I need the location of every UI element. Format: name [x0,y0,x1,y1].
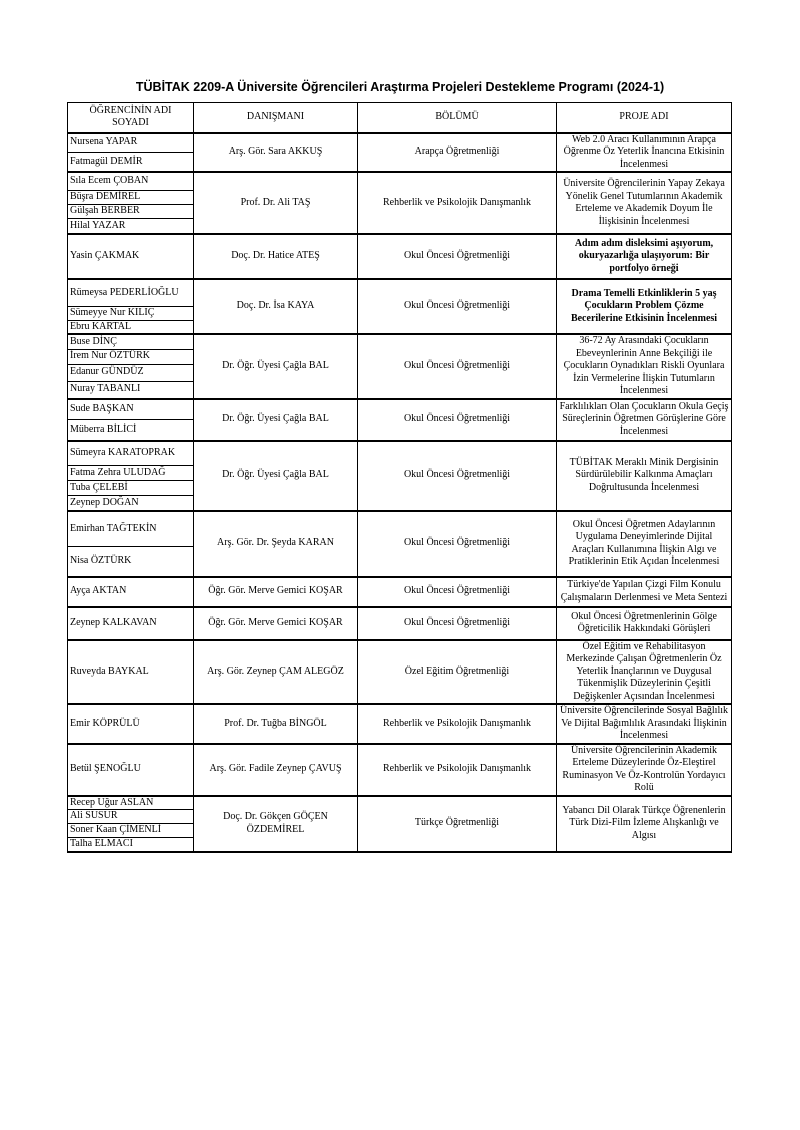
student-name: Fatmagül DEMİR [68,152,194,172]
student-name: Tuba ÇELEBİ [68,481,194,496]
advisor-name: Dr. Öğr. Üyesi Çağla BAL [194,441,358,511]
department-name: Türkçe Öğretmenliği [358,796,557,852]
advisor-name: Prof. Dr. Tuğba BİNGÖL [194,704,358,744]
student-name: Talha ELMACI [68,838,194,852]
advisor-name: Öğr. Gör. Merve Gemici KOŞAR [194,607,358,640]
table-row [68,640,732,705]
student-name: Hilal YAZAR [68,218,194,234]
table-row [68,607,732,640]
department-name: Okul Öncesi Öğretmenliği [358,441,557,511]
student-name: Ebru KARTAL [68,320,194,334]
table-row [68,704,732,744]
student-name: Nuray TABANLI [68,381,194,398]
table-row [68,577,732,607]
student-name: Recep Uğur ASLAN [68,796,194,810]
student-name: Betül ŞENOĞLU [68,744,194,796]
table-row [68,133,732,153]
advisor-name: Arş. Gör. Zeynep ÇAM ALEGÖZ [194,640,358,705]
table-row [68,334,732,349]
department-name: Okul Öncesi Öğretmenliği [358,234,557,279]
department-name: Özel Eğitim Öğretmenliği [358,640,557,705]
student-name: Zeynep DOĞAN [68,496,194,511]
header-advisor: DANIŞMANI [194,103,358,133]
project-title: Adım adım disleksimi aşıyorum, okuryazarlığa ulaşıyorum: Bir portfolyo örneği [557,234,732,279]
page-title: TÜBİTAK 2209-A Üniversite Öğrencileri Araştırma Projeleri Destekleme Programı (2024-1) [135,80,665,94]
project-title: Özel Eğitim ve Rehabilitasyon Merkezinde Çalışan Öğretmenlerin Öz Yeterlik İnançlarının ve Duygusal Tükenmişlik Düzeylerinin Çeşitli Değişkenler Açısından İncelenmesi [557,640,732,705]
student-name: Nisa ÖZTÜRK [68,547,194,577]
student-name: Edanur GÜNDÜZ [68,364,194,381]
advisor-name: Dr. Öğr. Üyesi Çağla BAL [194,399,358,441]
student-name: Ruveyda BAYKAL [68,640,194,705]
table-row [68,234,732,279]
project-title: Okul Öncesi Öğretmen Adaylarının Uygulama Deneyimlerinde Dijital Araçları Kullanımına İlişkin Algı ve Pratiklerinin Etik Açıdan İncelenmesi [557,511,732,577]
table-row [68,399,732,420]
advisor-name: Prof. Dr. Ali TAŞ [194,172,358,234]
student-name: Emirhan TAĞTEKİN [68,511,194,547]
student-name: Nursena YAPAR [68,133,194,153]
department-name: Arapça Öğretmenliği [358,133,557,173]
advisor-name: Doç. Dr. Hatice ATEŞ [194,234,358,279]
department-name: Rehberlik ve Psikolojik Danışmanlık [358,744,557,796]
department-name: Okul Öncesi Öğretmenliği [358,279,557,334]
project-title: Web 2.0 Aracı Kullanımının Arapça Öğrenme Öz Yeterlik İnancına Etkisinin İncelenmesi [557,133,732,173]
department-name: Okul Öncesi Öğretmenliği [358,511,557,577]
advisor-name: Doç. Dr. İsa KAYA [194,279,358,334]
student-name: Buse DİNÇ [68,334,194,349]
advisor-name: Arş. Gör. Fadile Zeynep ÇAVUŞ [194,744,358,796]
header-department: BÖLÜMÜ [358,103,557,133]
student-name: Fatma Zehra ULUDAĞ [68,466,194,481]
table-row [68,511,732,547]
header-student: ÖĞRENCİNİN ADI SOYADI [68,103,194,133]
project-title: Drama Temelli Etkinliklerin 5 yaş Çocukların Problem Çözme Becerilerine Etkisinin İncelenmesi [557,279,732,334]
table-row [68,172,732,190]
student-name: Yasin ÇAKMAK [68,234,194,279]
department-name: Rehberlik ve Psikolojik Danışmanlık [358,172,557,234]
project-title: Farklılıkları Olan Çocukların Okula Geçiş Süreçlerinin Öğretmen Görüşlerine Göre İncelenmesi [557,399,732,441]
department-name: Okul Öncesi Öğretmenliği [358,577,557,607]
student-name: İrem Nur ÖZTÜRK [68,349,194,364]
project-title: 36-72 Ay Arasındaki Çocukların Ebeveynlerinin Anne Bekçiliği ile Çocukların Oynadıkları Riskli Oyunlara İzin Vermelerine İlişkin Tutumların İncelenmesi [557,334,732,399]
project-title: Yabancı Dil Olarak Türkçe Öğrenenlerin Türk Dizi-Film İzleme Alışkanlığı ve Algısı [557,796,732,852]
department-name: Okul Öncesi Öğretmenliği [358,607,557,640]
project-title: Okul Öncesi Öğretmenlerinin Gölge Öğreticilik Hakkındaki Görüşleri [557,607,732,640]
header-project: PROJE ADI [557,103,732,133]
student-name: Sude BAŞKAN [68,399,194,420]
table-row [68,744,732,796]
student-name: Rümeysa PEDERLİOĞLU [68,279,194,306]
advisor-name: Arş. Gör. Sara AKKUŞ [194,133,358,173]
department-name: Okul Öncesi Öğretmenliği [358,334,557,399]
student-name: Emir KÖPRÜLÜ [68,704,194,744]
advisor-name: Arş. Gör. Dr. Şeyda KARAN [194,511,358,577]
student-name: Sümeyye Nur KILIÇ [68,306,194,320]
project-title: Üniversite Öğrencilerinin Yapay Zekaya Yönelik Genel Tutumlarının Akademik Erteleme ve Akademik Doyum İle İlişkisinin İncelenmesi [557,172,732,234]
student-name: Soner Kaan ÇİMENLİ [68,824,194,838]
student-name: Ali SUSUR [68,810,194,824]
advisor-name: Doç. Dr. Gökçen GÖÇEN ÖZDEMİREL [194,796,358,852]
student-name: Büşra DEMİREL [68,190,194,204]
project-title: Türkiye'de Yapılan Çizgi Film Konulu Çalışmaların Derlenmesi ve Meta Sentezi [557,577,732,607]
student-name: Ayça AKTAN [68,577,194,607]
student-name: Sıla Ecem ÇOBAN [68,172,194,190]
project-title: Üniversite Öğrencilerinde Sosyal Bağlılık Ve Dijital Bağımlılık Arasındaki İlişkinin İncelenmesi [557,704,732,744]
advisor-name: Öğr. Gör. Merve Gemici KOŞAR [194,577,358,607]
student-name: Gülşah BERBER [68,204,194,218]
project-title: TÜBİTAK Meraklı Minik Dergisinin Sürdürülebilir Kalkınma Amaçları Doğrultusunda İncelenmesi [557,441,732,511]
advisor-name: Dr. Öğr. Üyesi Çağla BAL [194,334,358,399]
project-title: Üniversite Öğrencilerinin Akademik Erteleme Düzeylerinde Öz-Eleştirel Ruminasyon Ve Öz-Kontrolün Yordayıcı Rolü [557,744,732,796]
student-name: Müberra BİLİCİ [68,420,194,441]
table-row [68,441,732,466]
student-name: Sümeyra KARATOPRAK [68,441,194,466]
table-row [68,796,732,810]
department-name: Rehberlik ve Psikolojik Danışmanlık [358,704,557,744]
student-name: Zeynep KALKAVAN [68,607,194,640]
projects-table [67,102,732,853]
table-row [68,279,732,306]
department-name: Okul Öncesi Öğretmenliği [358,399,557,441]
